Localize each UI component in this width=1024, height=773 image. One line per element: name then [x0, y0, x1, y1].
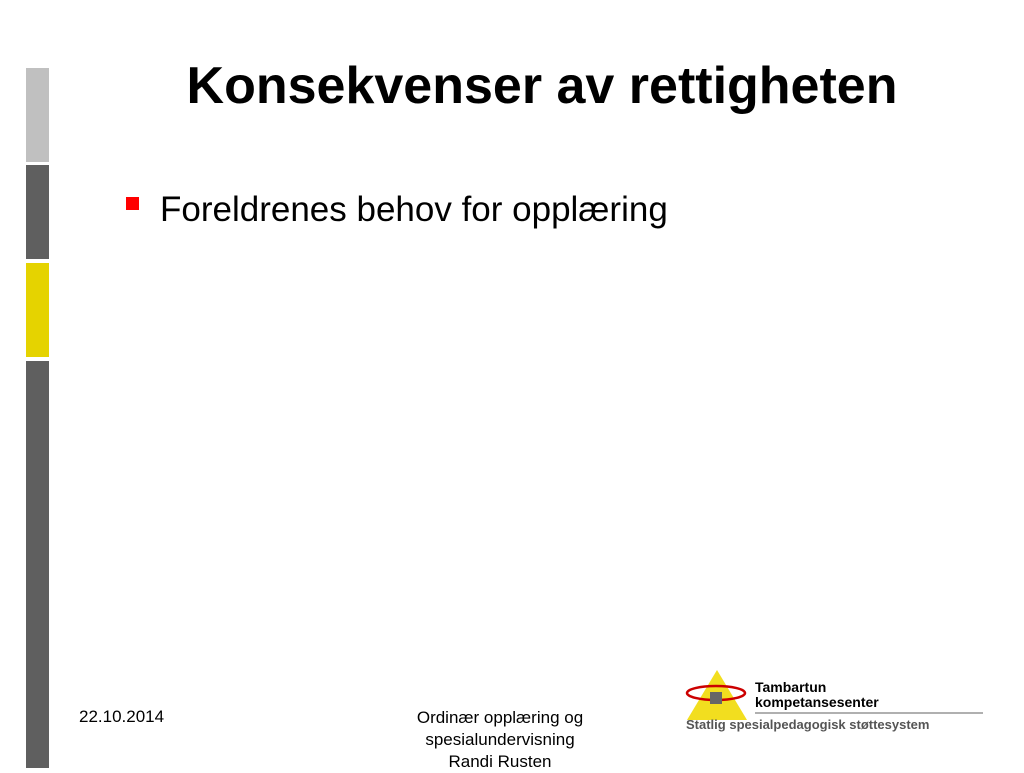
red-square-bullet-icon [126, 197, 139, 210]
side-bar-segment-dark-lower [26, 361, 49, 768]
bullet-list [126, 188, 668, 232]
bullet-text: Foreldrenes behov for opplæring [160, 190, 668, 229]
footer-line: Ordinær opplæring og [416, 708, 584, 727]
logo-square-shape [710, 692, 722, 704]
logo-name-line: Tambartun [755, 679, 827, 695]
side-bar-segment-yellow [26, 263, 49, 357]
logo-divider [755, 712, 983, 714]
footer-line: spesialundervisning [425, 730, 575, 749]
bullet-item [126, 188, 668, 232]
footer-center-text [390, 707, 610, 773]
side-bar-segment-dark [26, 165, 49, 259]
logo-name-line: kompetansesenter [755, 694, 879, 710]
logo-name [755, 680, 879, 710]
logo-tagline: Statlig spesialpedagogisk støttesystem [686, 717, 930, 732]
footer-date: 22.10.2014 [79, 707, 165, 726]
slide-title: Konsekvenser av rettigheten [186, 57, 898, 115]
footer-line: Randi Rusten [448, 752, 552, 771]
